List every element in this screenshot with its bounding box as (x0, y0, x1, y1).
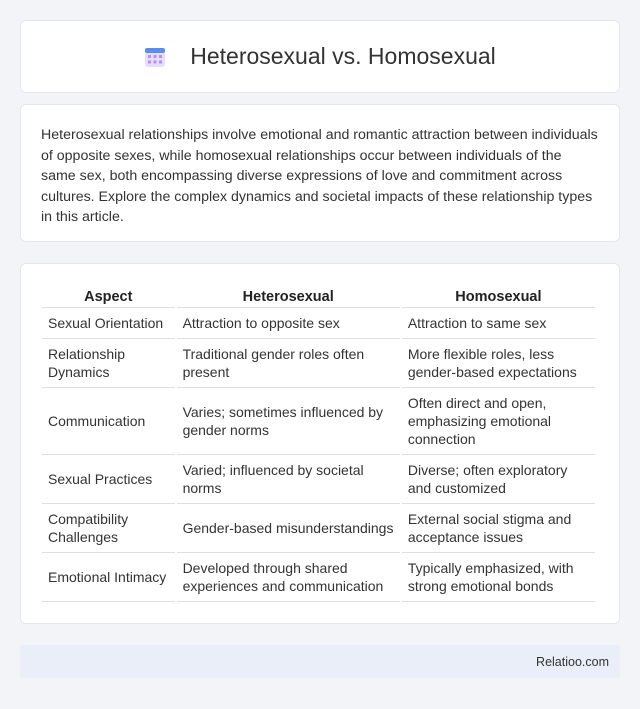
intro-card (20, 104, 620, 242)
heterosexual-cell: Developed through shared experiences and communication (177, 553, 400, 602)
table-row (42, 339, 595, 388)
homosexual-cell: External social stigma and acceptance issues (402, 504, 595, 553)
homosexual-cell: Diverse; often exploratory and customized (402, 455, 595, 504)
footer (20, 645, 620, 678)
page-title: Heterosexual vs. Homosexual (190, 43, 496, 69)
table-row (42, 553, 595, 602)
table-header-row (42, 284, 595, 308)
homosexual-cell: Attraction to same sex (402, 308, 595, 339)
comparison-table (40, 284, 597, 602)
aspect-cell: Sexual Practices (42, 455, 175, 504)
heterosexual-cell: Traditional gender roles often present (177, 339, 400, 388)
homosexual-cell: More flexible roles, less gender-based expectations (402, 339, 595, 388)
heterosexual-cell: Attraction to opposite sex (177, 308, 400, 339)
aspect-cell: Sexual Orientation (42, 308, 175, 339)
table-row (42, 455, 595, 504)
table-row (42, 308, 595, 339)
aspect-cell: Relationship Dynamics (42, 339, 175, 388)
aspect-cell: Compatibility Challenges (42, 504, 175, 553)
aspect-cell: Emotional Intimacy (42, 553, 175, 602)
header-heterosexual: Heterosexual (177, 284, 400, 308)
header-homosexual: Homosexual (402, 284, 595, 308)
heterosexual-cell: Gender-based misunderstandings (177, 504, 400, 553)
header-aspect: Aspect (42, 284, 175, 308)
table-row (42, 388, 595, 455)
footer-site-name[interactable]: Relatioo.com (536, 654, 609, 669)
table-row (42, 504, 595, 553)
homosexual-cell: Often direct and open, emphasizing emotional connection (402, 388, 595, 455)
title-card (20, 20, 620, 93)
aspect-cell: Communication (42, 388, 175, 455)
heterosexual-cell: Varies; sometimes influenced by gender norms (177, 388, 400, 455)
comparison-card (20, 263, 620, 624)
heterosexual-cell: Varied; influenced by societal norms (177, 455, 400, 504)
calendar-grid-icon (144, 46, 166, 68)
intro-paragraph: Heterosexual relationships involve emotional and romantic attraction between individuals of opposite sexes, while homosexual relationships occur between individuals of the same sex, both encompassing diverse expressions of love and commitment across cultures. Explore the complex dynamics and societal impacts of these relationship types in this article. (41, 127, 598, 225)
homosexual-cell: Typically emphasized, with strong emotional bonds (402, 553, 595, 602)
